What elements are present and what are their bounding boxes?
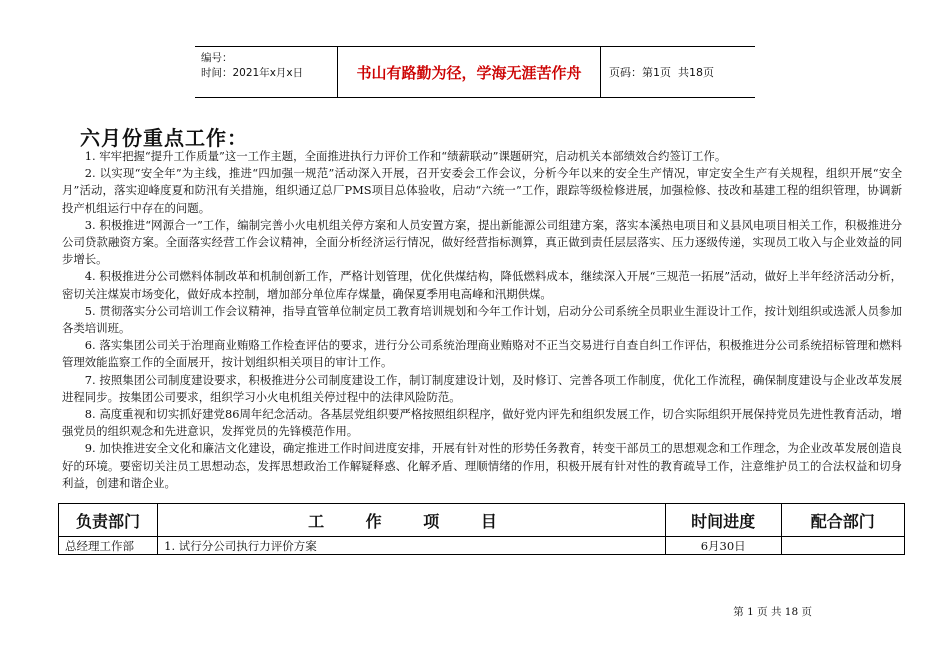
table-header-row xyxy=(59,504,905,537)
header-motto: 书山有路勤为径，学海无涯苦作舟 xyxy=(338,47,601,97)
paragraph: 1. 牢牢把握“提升工作质量”这一工作主题，全面推进执行力评价工作和“绩薪联动”课题研究，启动机关本部绩效合约签订工作。 xyxy=(84,149,727,163)
page-title: 六月份重点工作： xyxy=(80,126,248,150)
paragraph: 2. 以实现“安全年”为主线，推进“四加强一规范”活动深入开展，召开安委会工作会议，分析今年以来的安全生产情况，审定安全生产有关规程，组织开展“安全月”活动，落实迎峰度夏和防汛有关措施，组织通辽总厂PMS项目总体验收，启动“六统一”工作，跟踪等级检修进展，加强检修、技改和基建工程的组织管理，协调新投产机组运行中存在的问题。 xyxy=(62,166,902,215)
cell-dept: 总经理工作部 xyxy=(59,537,158,555)
cell-schedule: 6月30日 xyxy=(665,537,781,555)
body-text xyxy=(62,148,902,492)
paragraph: 7. 按照集团公司制度建设要求，积极推进分公司制度建设工作，制订制度建设计划，及时修订、完善各项工作制度，优化工作流程，确保制度建设与企业改革发展进程同步。按集团公司要求，组织学习小火电机组关停过程中的法律风险防范。 xyxy=(62,372,902,404)
header-dept: 负责部门 xyxy=(59,504,158,537)
table-row xyxy=(59,537,905,555)
paragraph: 3. 积极推进“网源合一”工作，编制完善小火电机组关停方案和人员安置方案，提出新能源公司组建方案，落实本溪热电项目和义县风电项目相关工作，积极推进分公司贷款融资方案。全面落实经营工作会议精神，全面分析经济运行情况，做好经营指标测算，真正做到责任层层落实、压力逐级传递，实现员工收入与企业效益的同步增长。 xyxy=(62,217,902,267)
paragraph: 6. 落实集团公司关于治理商业贿赂工作检查评估的要求，进行分公司系统治理商业贿赂对不正当交易进行自查自纠工作评估，积极推进分公司系统招标管理和燃料管理效能监察工作的全面展开，按计划组织相关项目的审计工作。 xyxy=(62,338,902,370)
header-schedule: 时间进度 xyxy=(665,504,781,537)
header-work-item: 工 作 项 目 xyxy=(158,504,666,537)
paragraph: 5. 贯彻落实分公司培训工作会议精神，指导直管单位制定员工教育培训规划和今年工作计划，启动分公司系统全员职业生涯设计工作，按计划组织或选派人员参加各类培训班。 xyxy=(62,303,902,336)
header-page-info xyxy=(601,47,755,97)
time-label: 时间：2021年x月x日 xyxy=(201,67,304,79)
paragraph: 4. 积极推进分公司燃料体制改革和机制创新工作，严格计划管理，优化供煤结构，降低燃料成本，继续深入开展“三规范一拓展”活动，做好上半年经济活动分析，密切关注煤炭市场变化，做好成本控制，增加部分单位库存煤量，确保夏季用电高峰和汛期供煤。 xyxy=(62,269,902,301)
page-info-text: 页码：第1页 共18页 xyxy=(609,66,714,79)
number-label: 编号： xyxy=(201,52,233,64)
document-header xyxy=(195,46,755,98)
paragraph: 9. 加快推进安全文化和廉洁文化建设，确定推进工作时间进度安排，开展有针对性的形势任务教育，转变干部员工的思想观念和工作理念，为企业改革发展创造良好的环境。要密切关注员工思想动态，发挥思想政治工作解疑释惑、化解矛盾、理顺情绪的作用，积极开展有针对性的教育疏导工作，注意维护员工的合法权益和切身利益，创建和谐企业。 xyxy=(62,441,902,490)
page-footer: 第 1 页 共 18 页 xyxy=(733,606,812,618)
cell-work-item: 1. 试行分公司执行力评价方案 xyxy=(158,537,666,555)
work-plan-table xyxy=(58,503,905,555)
cell-coop-dept xyxy=(781,537,905,555)
header-coop-dept: 配合部门 xyxy=(781,504,905,537)
header-meta xyxy=(195,47,338,97)
paragraph: 8. 高度重视和切实抓好建党86周年纪念活动。各基层党组织要严格按照组织程序，做好党内评先和组织发展工作，切合实际组织开展保持党员先进性教育活动，增强党员的组织观念和先进意识，发挥党员的先锋模范作用。 xyxy=(62,407,902,439)
